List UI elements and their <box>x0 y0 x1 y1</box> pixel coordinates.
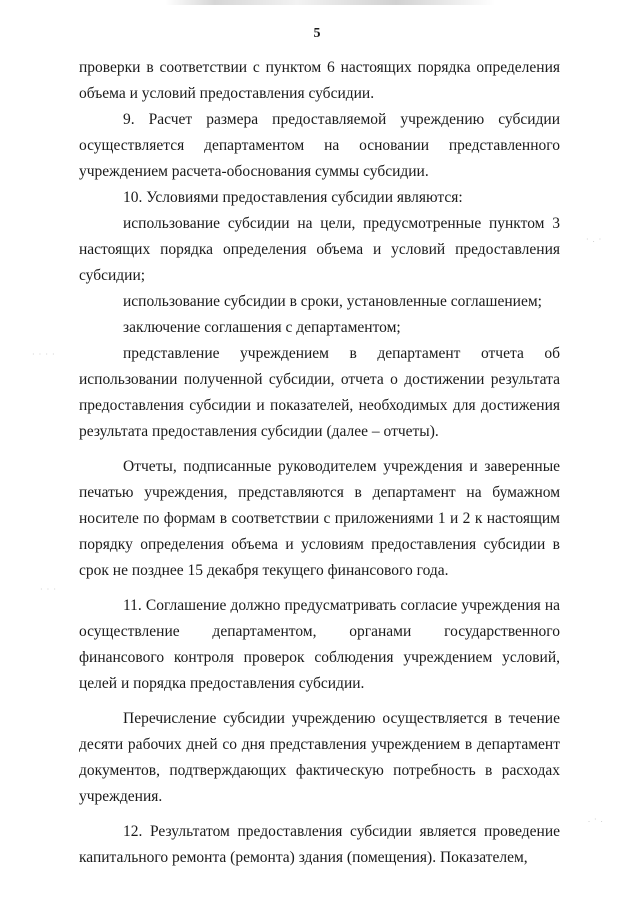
paragraph-transfer: Перечисление субсидии учреждению осуществляется в течение десяти рабочих дней со дня представления учреждением в департамент документов, подтверждающих фактическую потребность в расходах учреждения. <box>79 710 560 805</box>
page-number: 5 <box>313 26 321 41</box>
paragraph-reports: Отчеты, подписанные руководителем учреждения и заверенные печатью учреждения, представляются в департамент на бумажном носителе по формам в соответствии с приложениями 1 и 2 к настоящим порядку определения объема и условиям предоставления субсидии в срок не позднее 15 декабря текущего финансового года. <box>79 458 560 579</box>
paragraph-continuation: проверки в соответствии с пунктом 6 настоящих порядка определения объема и условий предоставления субсидии. <box>79 59 560 102</box>
condition-reports: представление учреждением в департамент отчета об использовании полученной субсидии, отчета о достижении результата предоставления субсидии и показателей, необходимых для достижения результата предоставления субсидии (далее – отчеты). <box>79 345 560 440</box>
scan-noise: · · · · <box>32 350 56 359</box>
condition-purpose: использование субсидии на цели, предусмотренные пунктом 3 настоящих порядка определения объема и условий предоставления субсидии; <box>79 215 560 284</box>
scan-noise: · . · <box>586 235 603 244</box>
paragraph-item-10: 10. Условиями предоставления субсидии являются: <box>123 189 463 206</box>
scan-edge-artifact <box>165 0 495 5</box>
document-body <box>79 55 560 871</box>
condition-deadline: использование субсидии в сроки, установленные соглашением; <box>123 293 542 310</box>
paragraph-item-12: 12. Результатом предоставления субсидии является проведение капитального ремонта (ремонта) здания (помещения). Показателем, <box>79 823 560 866</box>
condition-agreement: заключение соглашения с департаментом; <box>123 319 401 336</box>
scan-noise: . · . <box>588 815 604 824</box>
scan-noise: · · · <box>40 585 57 594</box>
paragraph-item-11: 11. Соглашение должно предусматривать согласие учреждения на осуществление департаментом, органами государственного финансового контроля проверок соблюдения учреждением условий, целей и порядка предоставления субсидии. <box>79 597 560 692</box>
paragraph-item-9: 9. Расчет размера предоставляемой учреждению субсидии осуществляется департаментом на основании представленного учреждением расчета-обоснования суммы субсидии. <box>79 111 560 180</box>
